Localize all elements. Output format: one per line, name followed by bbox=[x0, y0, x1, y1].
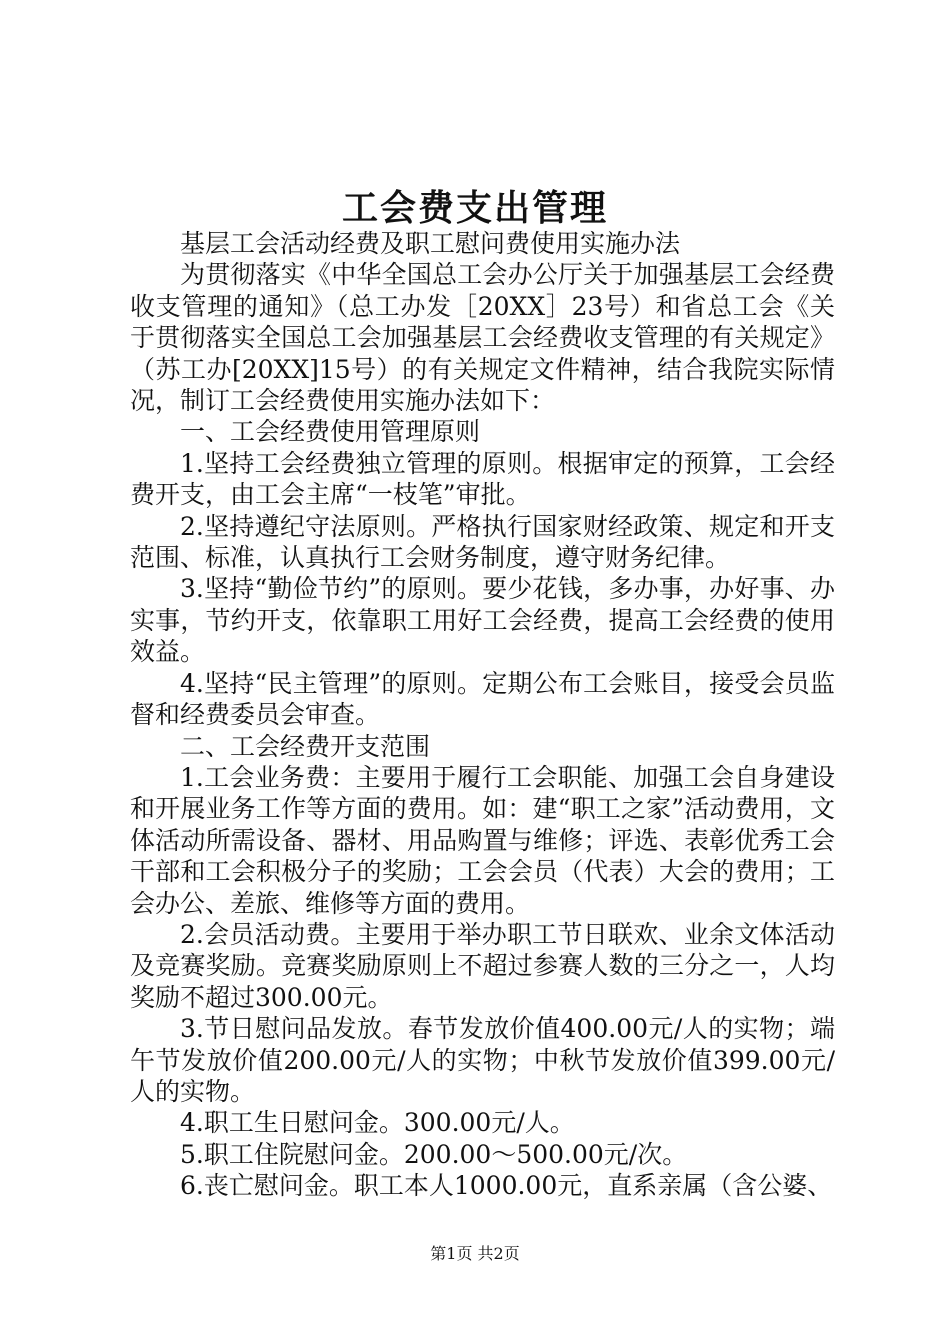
section-heading-principles: 一、工会经费使用管理原则 bbox=[180, 417, 481, 447]
paragraph-principle-4: 4.坚持“民主管理”的原则。定期公布工会账目，接受会员监督和经费委员会审查。 bbox=[130, 668, 835, 730]
document-body bbox=[130, 228, 835, 1202]
section-heading-scope: 二、工会经费开支范围 bbox=[180, 731, 431, 761]
paragraph-principle-3: 3.坚持“勤俭节约”的原则。要少花钱，多办事，办好事、办实事，节约开支，依靠职工用好工会经费，提高工会经费的使用效益。 bbox=[130, 574, 835, 667]
document-title: 工会费支出管理 bbox=[341, 187, 608, 229]
paragraph-scope-6: 6.丧亡慰问金。职工本人1000.00元，直系亲属（含公婆、 bbox=[180, 1171, 833, 1201]
paragraph-scope-4: 4.职工生日慰问金。300.00元/人。 bbox=[180, 1108, 575, 1138]
paragraph-intro: 为贯彻落实《中华全国总工会办公厅关于加强基层工会经费收支管理的通知》（总工办发［20XX］23号）和省总工会《关于贯彻落实全国总工会加强基层工会经费收支管理的有关规定》（苏工办[20XX]15号）的有关规定文件精神，结合我院实际情况，制订工会经费使用实施办法如下： bbox=[130, 260, 835, 416]
paragraph-principle-1: 1.坚持工会经费独立管理的原则。根据审定的预算，工会经费开支，由工会主席“一枝笔”审批。 bbox=[130, 448, 835, 510]
paragraph-scope-2: 2.会员活动费。主要用于举办职工节日联欢、业余文体活动及竞赛奖励。竞赛奖励原则上不超过参赛人数的三分之一，人均奖励不超过300.00元。 bbox=[130, 919, 835, 1012]
paragraph-scope-5: 5.职工住院慰问金。200.00～500.00元/次。 bbox=[180, 1139, 688, 1169]
paragraph-subtitle: 基层工会活动经费及职工慰问费使用实施办法 bbox=[180, 229, 681, 258]
page-number-footer: 第1页 共2页 bbox=[430, 1244, 520, 1263]
paragraph-scope-3: 3.节日慰问品发放。春节发放价值400.00元/人的实物；端午节发放价值200.00元/人的实物；中秋节发放价值399.00元/人的实物。 bbox=[130, 1014, 835, 1106]
paragraph-principle-2: 2.坚持遵纪守法原则。严格执行国家财经政策、规定和开支范围、标准，认真执行工会财务制度，遵守财务纪律。 bbox=[130, 511, 835, 573]
paragraph-scope-1: 1.工会业务费：主要用于履行工会职能、加强工会自身建设和开展业务工作等方面的费用。如：建“职工之家”活动费用，文体活动所需设备、器材、用品购置与维修；评选、表彰优秀工会干部和工会积极分子的奖励；工会会员（代表）大会的费用；工会办公、差旅、维修等方面的费用。 bbox=[130, 762, 835, 918]
